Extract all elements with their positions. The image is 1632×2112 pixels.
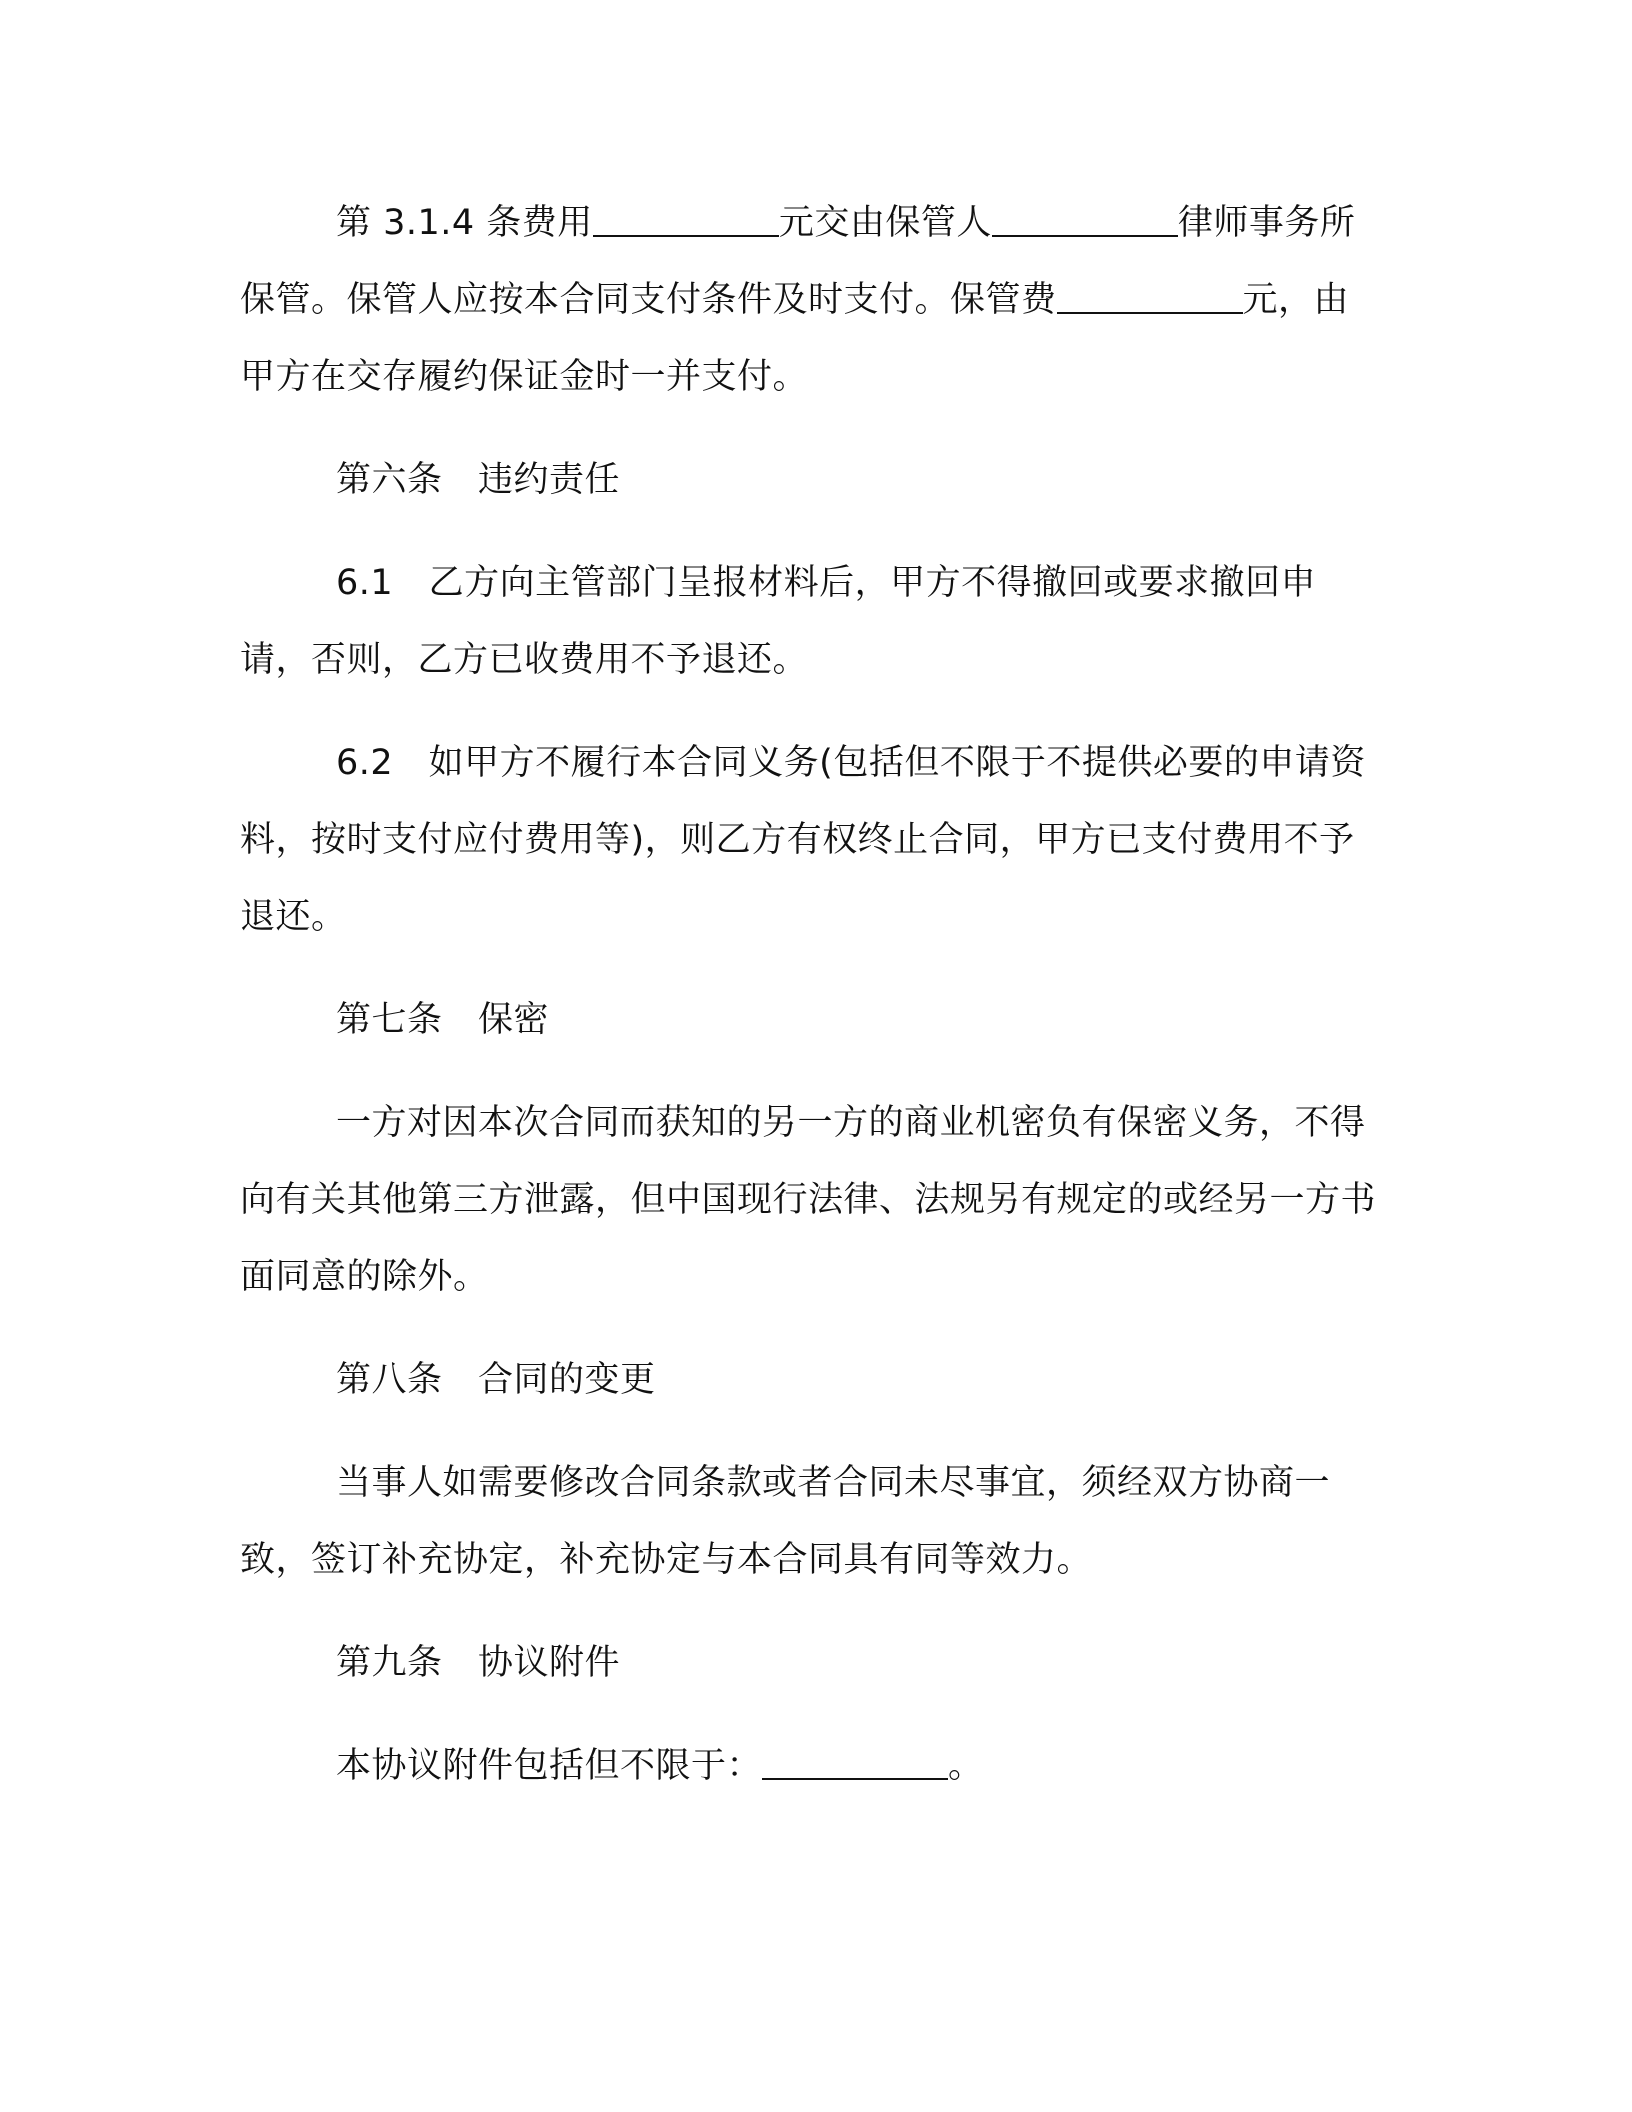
attachments-blank[interactable] [762, 1743, 948, 1780]
article-8-body: 当事人如需要修改合同条款或者合同未尽事宜，须经双方协商一致，签订补充协定，补充协定与本合同具有同等效力。 [240, 1463, 1331, 1580]
custody-payment-text: 元，由甲方在交存履约保证金时一并支付。 [240, 280, 1350, 397]
custody-fee-blank[interactable] [1057, 277, 1243, 314]
document-body [240, 185, 1376, 1805]
fee-custodian-text: 元交由保管人 [778, 203, 992, 243]
fee-clause-label: 第 3.1.4 条费用 [336, 203, 593, 243]
article-7-heading: 第七条 保密 [336, 1000, 550, 1040]
article-6-heading: 第六条 违约责任 [336, 460, 621, 500]
article-9-heading: 第九条 协议附件 [336, 1643, 621, 1683]
article-7-body: 一方对因本次合同而获知的另一方的商业机密负有保密义务，不得向有关其他第三方泄露，但中国现行法律、法规另有规定的或经另一方书面同意的除外。 [240, 1103, 1377, 1297]
attachments-period: 。 [948, 1746, 984, 1786]
custodian-name-blank[interactable] [992, 200, 1178, 237]
paragraph-fee-custody [240, 185, 1376, 416]
article-9-body [240, 1728, 1376, 1805]
clause-6-1: 6.1 乙方向主管部门呈报材料后，甲方不得撤回或要求撤回申请，否则，乙方已收费用不予退还。 [240, 563, 1317, 680]
fee-amount-blank[interactable] [593, 200, 779, 237]
custody-terms-text: 律师事务所保管。保管人应按本合同支付条件及时支付。保管费 [240, 203, 1356, 320]
attachments-text: 本协议附件包括但不限于： [336, 1746, 763, 1786]
clause-6-2: 6.2 如甲方不履行本合同义务(包括但不限于不提供必要的申请资料，按时支付应付费用等)，则乙方有权终止合同，甲方已支付费用不予退还。 [240, 743, 1366, 937]
article-8-heading: 第八条 合同的变更 [336, 1360, 656, 1400]
